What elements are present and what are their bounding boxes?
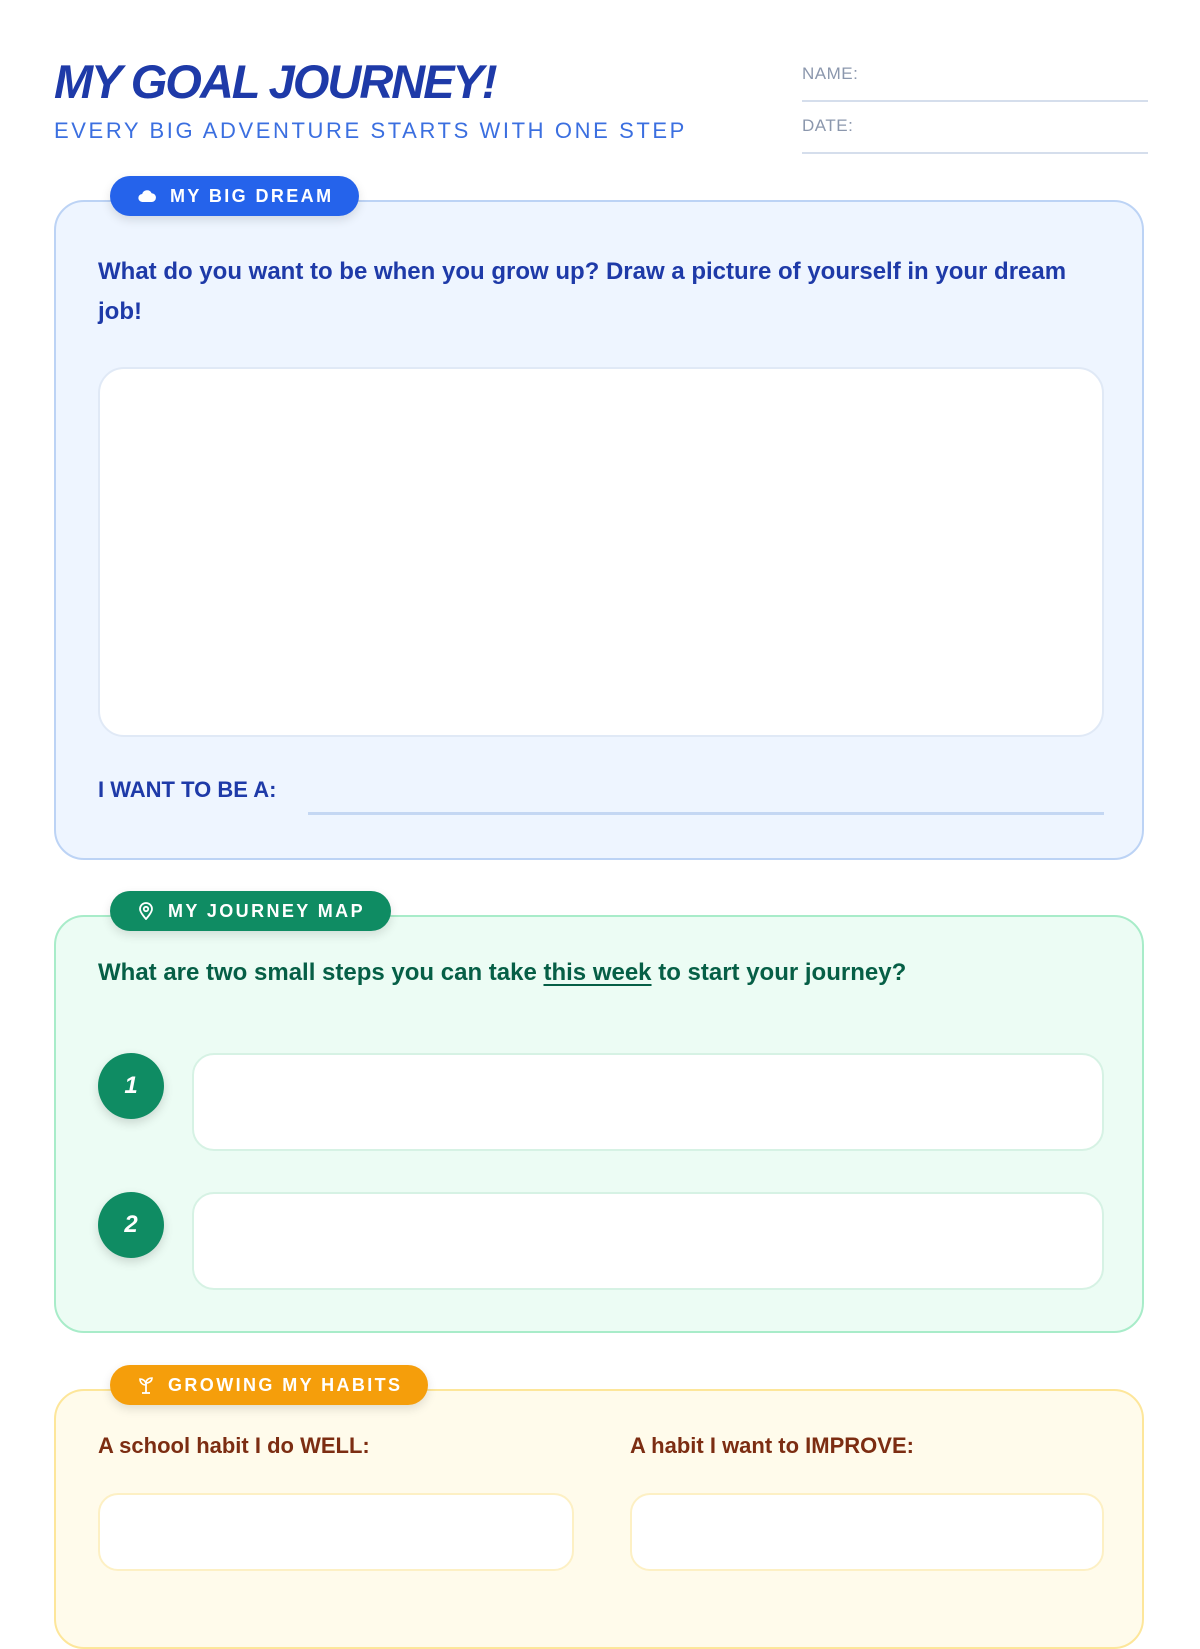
step-number-badge: 2 bbox=[98, 1192, 164, 1258]
step-1-input[interactable] bbox=[192, 1053, 1104, 1151]
dream-drawing-area[interactable] bbox=[98, 367, 1104, 737]
journey-map-badge-label: MY JOURNEY MAP bbox=[168, 900, 365, 921]
journey-map-section bbox=[54, 900, 1144, 1333]
date-label: DATE: bbox=[802, 116, 854, 135]
habit-well-input[interactable] bbox=[98, 1493, 574, 1571]
habit-well-label: A school habit I do WELL: bbox=[98, 1433, 370, 1458]
habit-improve-label: A habit I want to IMPROVE: bbox=[630, 1433, 914, 1458]
habits-badge bbox=[110, 1365, 428, 1405]
journey-prompt bbox=[98, 953, 1100, 993]
date-field[interactable] bbox=[802, 108, 1148, 154]
name-label: NAME: bbox=[802, 64, 859, 83]
journey-prompt-start: What are two small steps you can take bbox=[98, 959, 544, 986]
cloud-icon bbox=[138, 189, 156, 203]
big-dream-badge bbox=[110, 176, 359, 216]
sprout-icon bbox=[138, 1376, 154, 1394]
journey-prompt-end: to start your journey? bbox=[651, 959, 907, 986]
habits-badge-label: GROWING MY HABITS bbox=[168, 1374, 403, 1395]
name-date-fields bbox=[802, 56, 1148, 160]
want-to-be-label: I WANT TO BE A: bbox=[98, 777, 277, 802]
big-dream-section bbox=[54, 185, 1144, 860]
worksheet-header bbox=[54, 52, 1148, 152]
map-pin-icon bbox=[138, 902, 154, 920]
page-title: MY GOAL JOURNEY! bbox=[54, 55, 496, 108]
journey-map-badge bbox=[110, 891, 391, 931]
page-subtitle: EVERY BIG ADVENTURE STARTS WITH ONE STEP bbox=[54, 118, 687, 143]
habits-section bbox=[54, 1374, 1144, 1649]
name-field[interactable] bbox=[802, 56, 1148, 102]
step-number-badge: 1 bbox=[98, 1053, 164, 1119]
journey-prompt-emphasis: this week bbox=[543, 959, 652, 986]
dream-prompt: What do you want to be when you grow up? Draw a picture of yourself in your dream job! bbox=[98, 258, 1067, 325]
step-2-input[interactable] bbox=[192, 1192, 1104, 1290]
habit-improve-input[interactable] bbox=[630, 1493, 1104, 1571]
big-dream-badge-label: MY BIG DREAM bbox=[170, 185, 334, 206]
want-to-be-line[interactable] bbox=[308, 812, 1104, 815]
